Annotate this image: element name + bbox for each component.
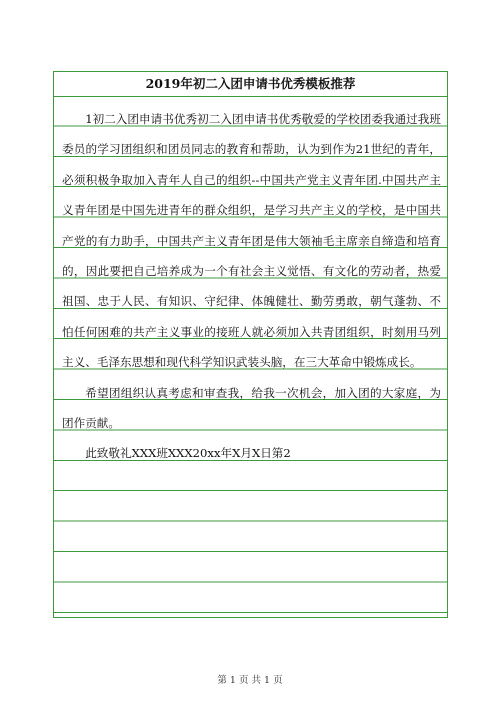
document-title: 2019年初二入团申请书优秀模板推荐 [54, 72, 447, 97]
page-number: 第 1 页 共 1 页 [217, 675, 283, 686]
paragraph-closing: 此致敬礼XXX班XXX20xx年X月X日第2 [85, 446, 291, 461]
paragraph-main: 1初二入团申请书优秀初二入团申请书优秀敬爱的学校团委我通过我班委员的学习团组织和团员同志的教育和帮助，认为到作为21世纪的青年，必须积极争取加入青年人自己的组织--中国共产党主义青年团.中国共产主义青年团是中国先进青年的群众组织，是学习共产主义的学校，是中国共产党的有力助手，中国共产主义青年团是伟大领袖毛主席亲自缔造和培育的，因此要把自己培养成为一个有社会主义觉悟、有文化的劳动者，热爱祖国、忠于人民、有知识、守纪律、体魄健壮、勤劳勇敢，朝气蓬勃、不怕任何困难的共产主义事业的接班人就必须加入共青团组织，时刻用马列主义、毛泽东思想和现代科学知识武装头脑，在三大革命中锻炼成长。 [62, 112, 441, 370]
document-body [62, 104, 441, 469]
lined-paper [53, 71, 448, 618]
paragraph-hope: 希望团组织认真考虑和审查我，给我一次机会，加入团的大家庭，为团作贡献。 [62, 385, 441, 431]
